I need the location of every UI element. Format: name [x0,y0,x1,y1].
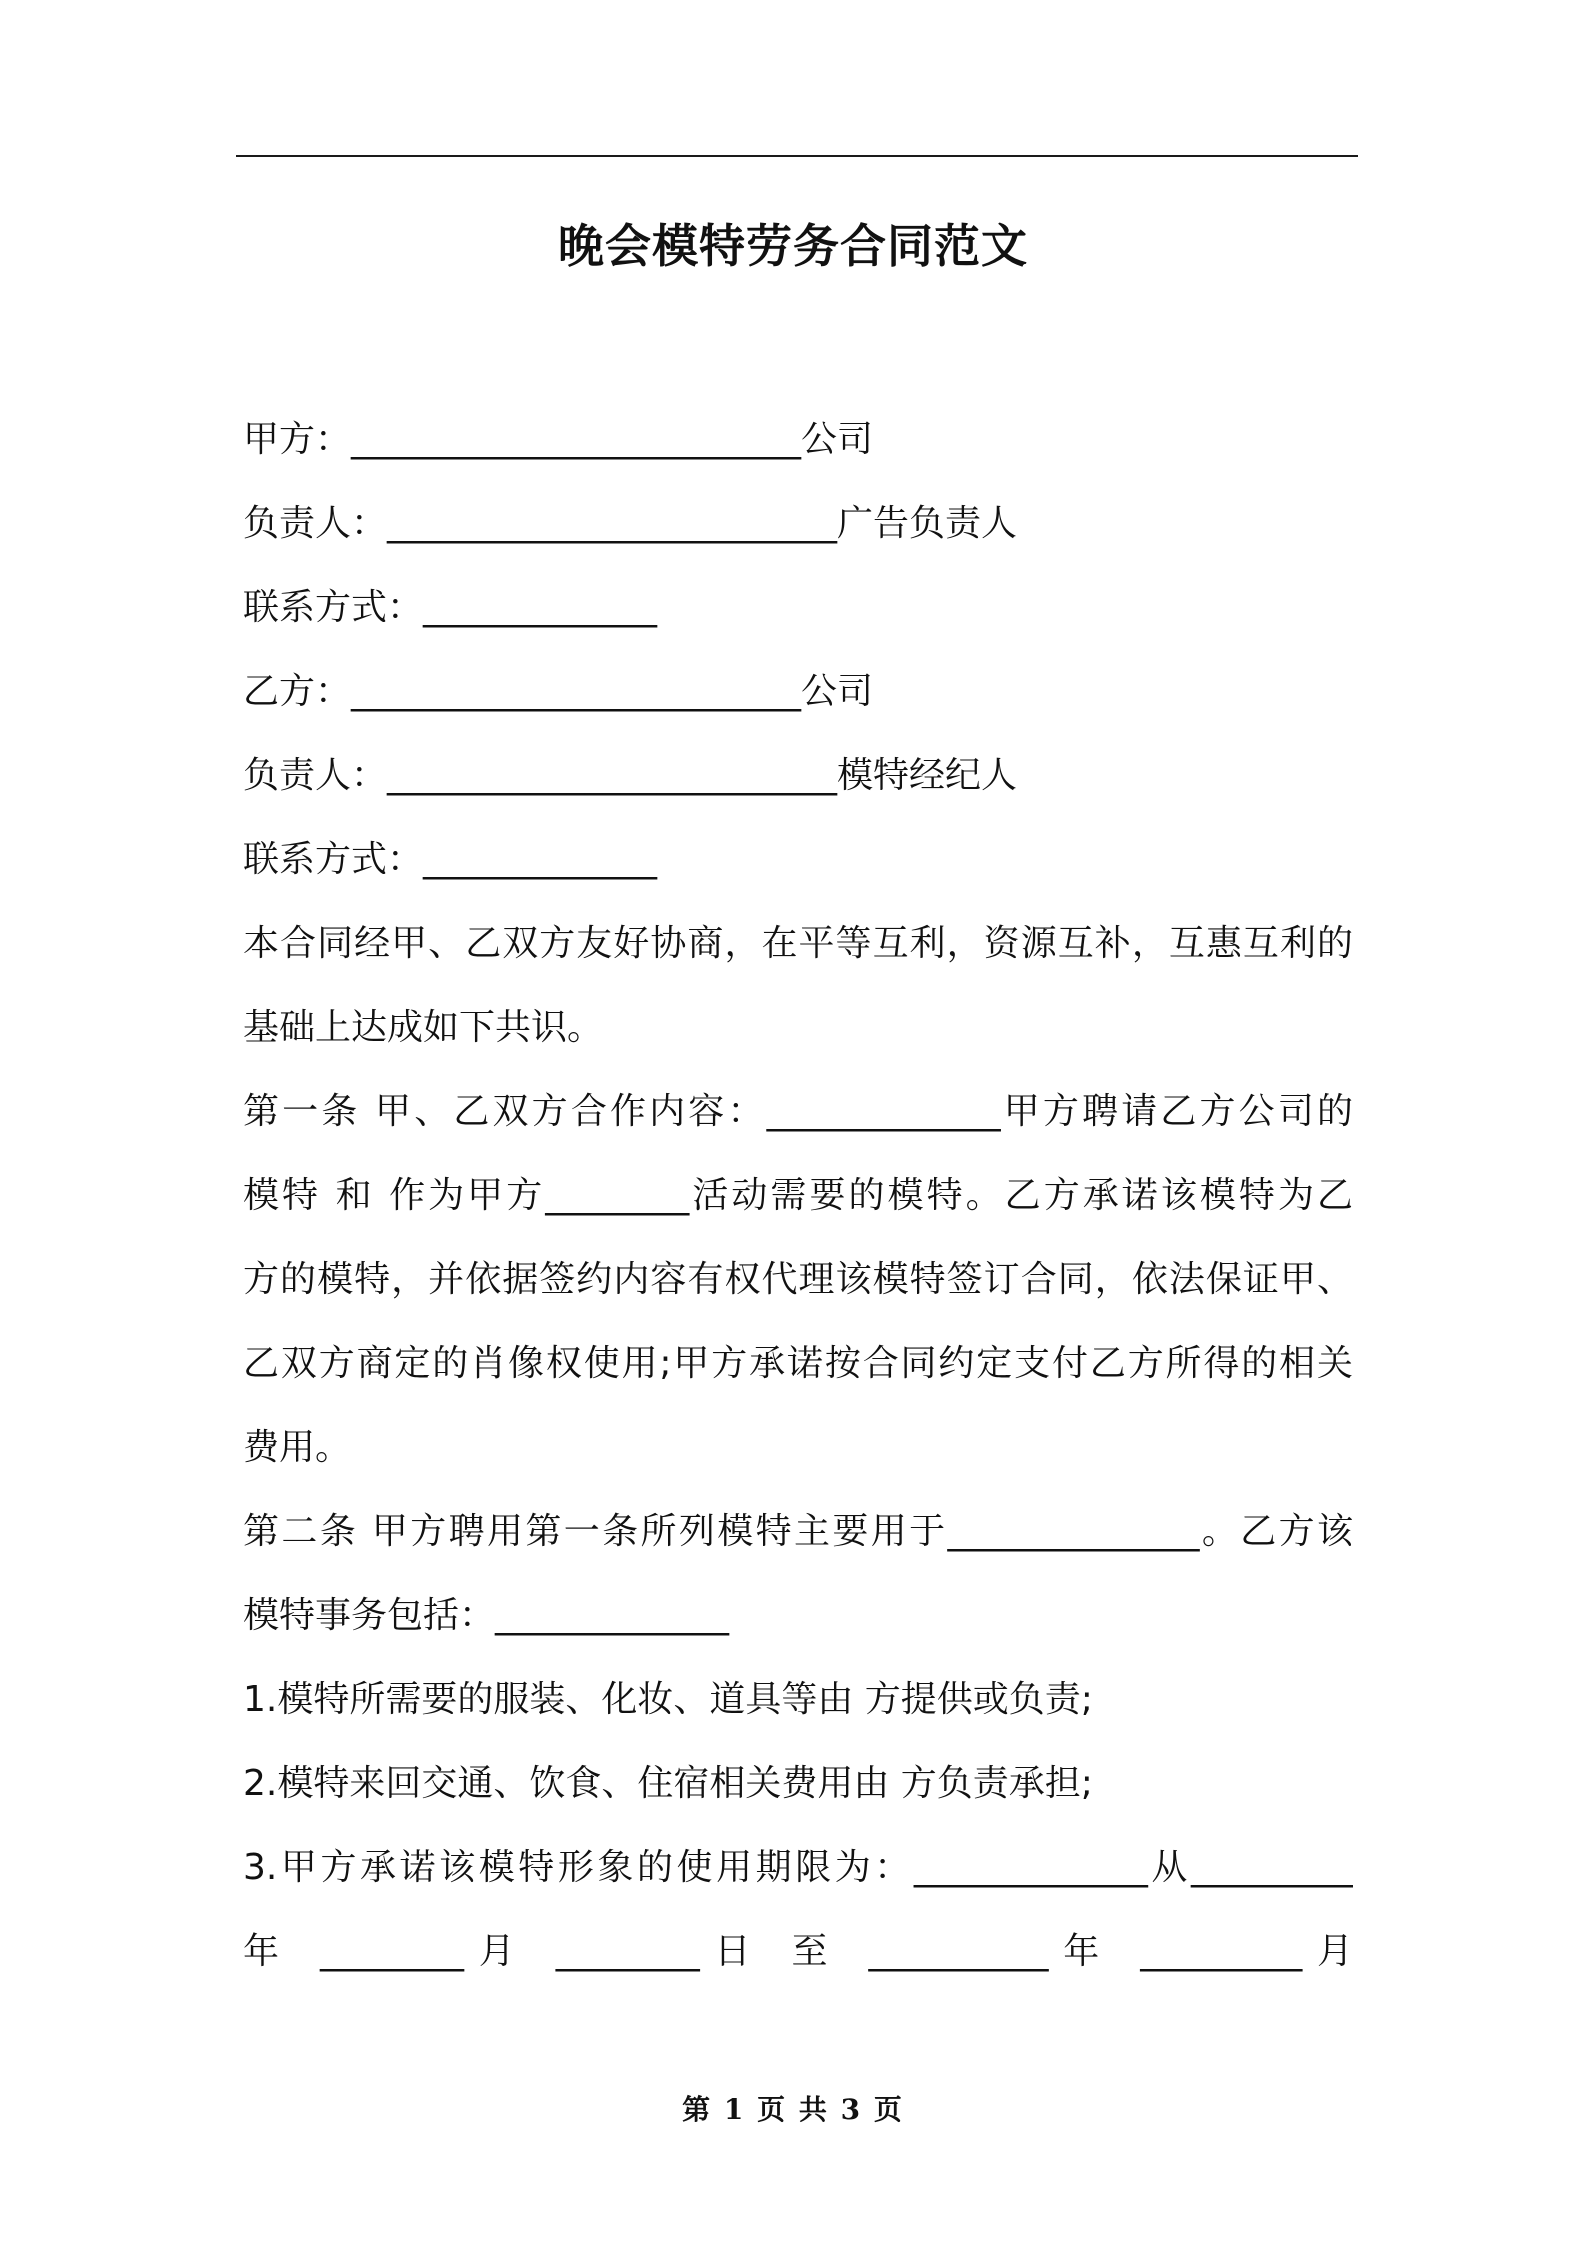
document-title: 晚会模特劳务合同范文 [558,219,1028,273]
party-a-contact-line: 联系方式：_____________ [243,587,658,628]
article-1-line-2: 模特 和 作为甲方________活动需要的模特。乙方承诺该模特为乙 [243,1175,1353,1216]
article-1-line-1: 第一条 甲、乙双方合作内容：_____________甲方聘请乙方公司的 [243,1091,1353,1132]
article-2-line-1: 第二条 甲方聘用第一条所列模特主要用于______________。乙方该 [243,1511,1353,1552]
party-b-company-line: 乙方：_________________________公司 [243,671,874,712]
article-1-line-4: 乙双方商定的肖像权使用;甲方承诺按合同约定支付乙方所得的相关 [243,1343,1353,1384]
clause-3-line-1: 3.甲方承诺该模特形象的使用期限为：_____________从_________ [243,1847,1353,1888]
preamble-line-1: 本合同经甲、乙双方友好协商，在平等互利，资源互补，互惠互利的 [243,923,1353,964]
article-2-line-2: 模特事务包括：_____________ [243,1595,730,1636]
party-b-contact-line: 联系方式：_____________ [243,839,658,880]
party-a-manager-line: 负责人：_________________________广告负责人 [243,503,1018,544]
preamble-line-2: 基础上达成如下共识。 [243,1007,604,1048]
clause-2-line: 2.模特来回交通、饮食、住宿相关费用由 方负责承担; [243,1763,1093,1804]
header-rule [236,155,1358,157]
clause-3-line-2: 年 ________月 ________日 至 __________年 _________月 [243,1931,1353,1972]
article-1-line-3: 方的模特，并依据签约内容有权代理该模特签订合同，依法保证甲、 [243,1259,1353,1300]
party-a-company-line: 甲方：_________________________公司 [243,419,874,460]
page-number-footer: 第 1 页 共 3 页 [682,2093,904,2126]
document-body [243,398,1353,1994]
article-1-line-5: 费用。 [243,1427,352,1468]
clause-1-line: 1.模特所需要的服装、化妆、道具等由 方提供或负责; [243,1679,1093,1720]
party-b-manager-line: 负责人：_________________________模特经纪人 [243,755,1018,796]
